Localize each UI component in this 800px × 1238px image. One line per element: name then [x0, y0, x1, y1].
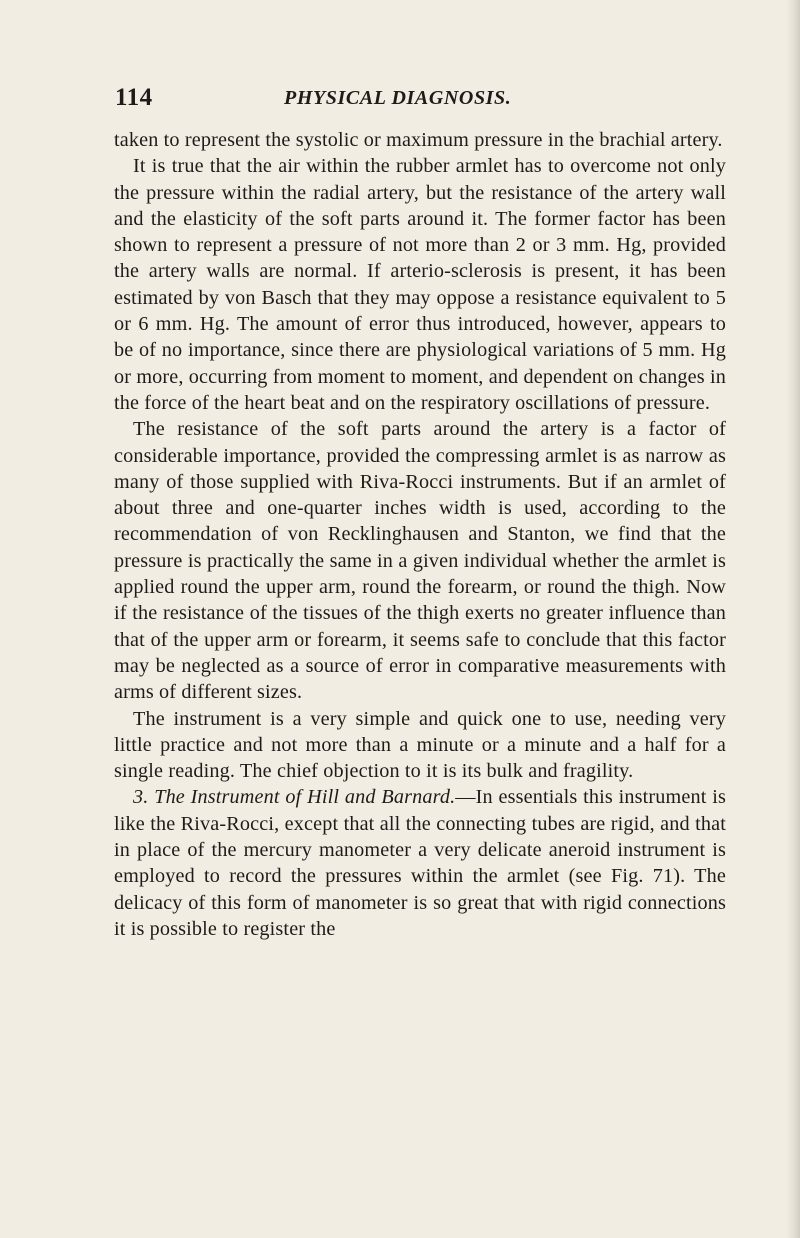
body-text — [114, 127, 726, 942]
paragraph-hill-barnard — [114, 784, 726, 942]
paragraph-armlet-resistance — [114, 153, 726, 416]
paragraph-text: The instrument is a very simple and quick one to use, needing very little practice and not more than a minute or a minute and a half for a single reading. The chief objection to it is its bulk and fragility. — [114, 707, 726, 783]
page-number: 114 — [115, 84, 153, 111]
paragraph-text: —In essentials this instrument is like the Riva-Rocci, except that all the connecting tubes are rigid, and that in place of the mercury manometer a very delicate aneroid instrument is employed to record the pressures within the armlet (see Fig. 71). The delicacy of this form of manometer is so great that with rigid connections it is possible to register the — [114, 786, 726, 940]
paragraph-text: It is true that the air within the rubber armlet has to overcome not only the pressure within the radial artery, but the resistance of the artery wall and the elasticity of the soft parts around it. The former factor has been shown to represent a pressure of not more than 2 or 3 mm. Hg, provided the artery walls are normal. If arterio-sclerosis is present, it has been estimated by von Basch that they may oppose a resistance equivalent to 5 or 6 mm. Hg. The amount of error thus introduced, however, appears to be of no importance, since there are physiological variations of 5 mm. Hg or more, occurring from moment to moment, and dependent on changes in the force of the heart beat and on the respiratory oscillations of pressure. — [114, 155, 726, 414]
paragraph-text: taken to represent the systolic or maximum pressure in the brachial artery. — [114, 129, 723, 151]
page-header — [76, 84, 724, 114]
paragraph-continuation — [114, 127, 726, 153]
running-title: PHYSICAL DIAGNOSIS. — [284, 87, 512, 109]
paragraph-soft-parts — [114, 416, 726, 705]
paragraph-text: The resistance of the soft parts around the artery is a factor of considerable importance, provided the compressing armlet is as narrow as many of those supplied with Riva-Rocci instruments. But if an armlet of about three and one-quarter inches width is used, according to the recommendation of von Recklinghausen and Stanton, we find that the pressure is practically the same in a given individual whether the armlet is applied round the upper arm, round the forearm, or round the thigh. Now if the resistance of the tissues of the thigh exerts no greater influence than that of the upper arm or forearm, it seems safe to conclude that this factor may be neglected as a source of error in comparative measurements with arms of different sizes. — [114, 418, 726, 704]
section-heading: 3. The Instrument of Hill and Barnard. — [133, 786, 456, 809]
paragraph-instrument-use — [114, 706, 726, 785]
page-edge-shadow — [786, 0, 800, 1238]
